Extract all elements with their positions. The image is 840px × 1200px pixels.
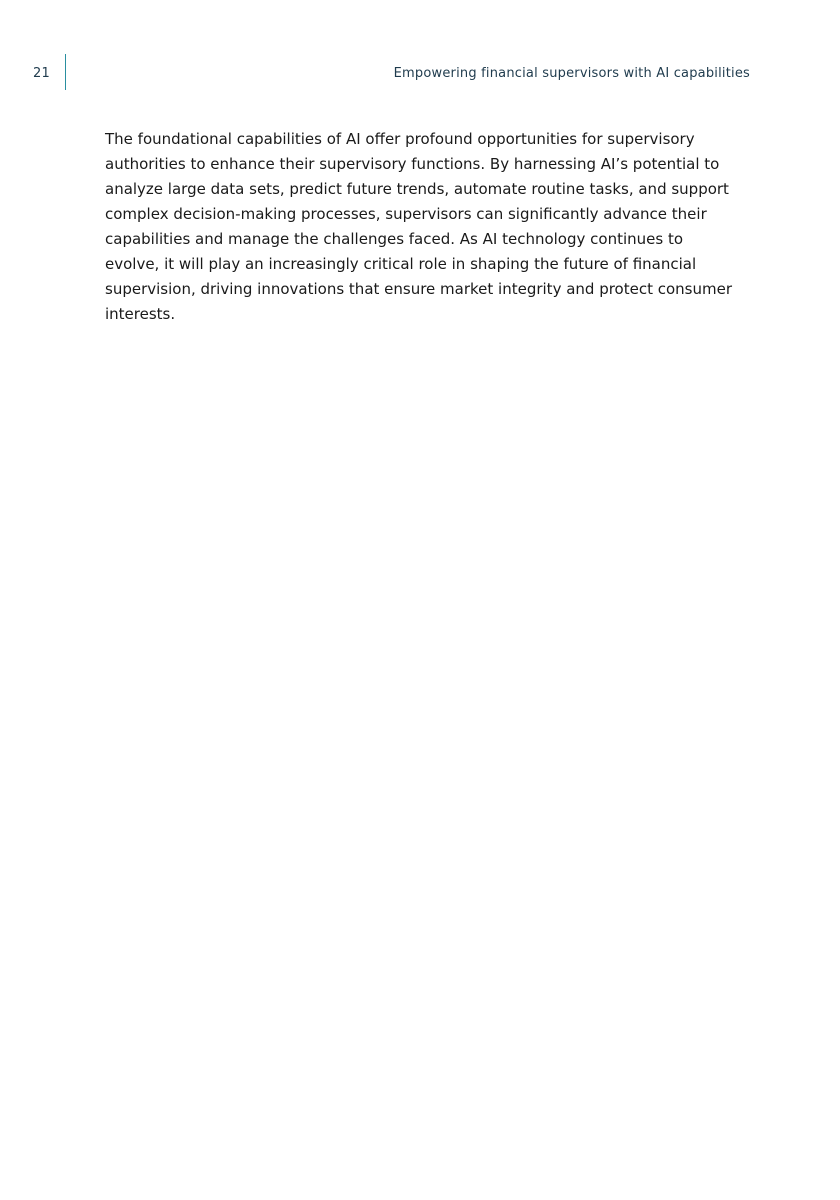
page-number: 21	[33, 66, 50, 81]
body-paragraph: The foundational capabilities of AI offer profound opportunities for supervisory authorities to enhance their supervisory functions. By harnessing AI’s potential to analyze large data sets, predict future trends, automate routine tasks, and support complex decision-making processes, supervisors can significantly advance their capabilities and manage the challenges faced. As AI technology continues to evolve, it will play an increasingly critical role in shaping the future of financial supervision, driving innovations that ensure market integrity and protect consumer interests.	[105, 130, 733, 323]
header-divider	[65, 54, 66, 90]
running-title: Empowering financial supervisors with AI capabilities	[393, 66, 750, 81]
